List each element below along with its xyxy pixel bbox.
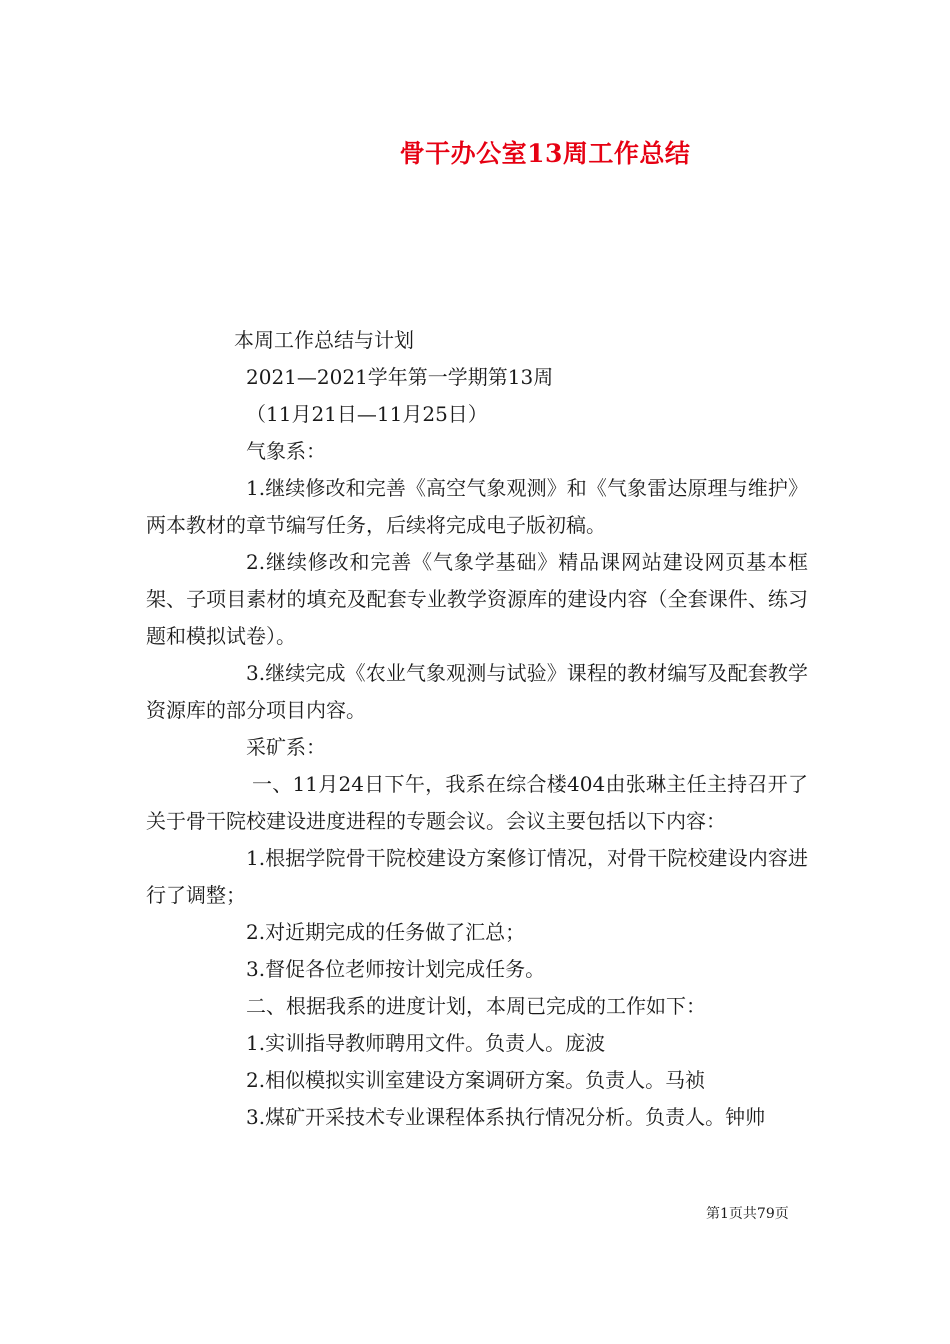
paragraph-item: 2.继续修改和完善《气象学基础》精品课网站建设网页基本框架、子项目素材的填充及配套专业教学资源库的建设内容（全套课件、练习题和模拟试卷）。 (146, 550, 808, 648)
paragraph-item: 3.督促各位老师按计划完成任务。 (246, 957, 546, 981)
paragraph-semester: 2021—2021学年第一学期第13周 (246, 365, 554, 389)
paragraph-item: 1.继续修改和完善《高空气象观测》和《气象雷达原理与维护》两本教材的章节编写任务，后续将完成电子版初稿。 (146, 476, 808, 537)
paragraph-item: 2.相似模拟实训室建设方案调研方案。负责人。马祯 (246, 1068, 706, 1092)
paragraph-item: 3.煤矿开采技术专业课程体系执行情况分析。负责人。钟帅 (246, 1105, 766, 1129)
paragraph-item: 一、11月24日下午，我系在综合楼404由张琳主任主持召开了关于骨干院校建设进度进程的专题会议。会议主要包括以下内容： (146, 772, 808, 833)
paragraph-department-meteorology: 气象系： (246, 439, 326, 463)
paragraph-item: 1.实训指导教师聘用文件。负责人。庞波 (246, 1031, 606, 1055)
paragraph-date-range: （11月21日—11月25日） (246, 402, 488, 426)
paragraph-item: 二、根据我系的进度计划，本周已完成的工作如下： (246, 994, 706, 1018)
paragraph-item: 1.根据学院骨干院校建设方案修订情况，对骨干院校建设内容进行了调整； (146, 846, 808, 907)
document-title: 骨干办公室13周工作总结 (399, 139, 691, 168)
paragraph-item: 3.继续完成《农业气象观测与试验》课程的教材编写及配套教学资源库的部分项目内容。 (146, 661, 808, 722)
page-number: 第1页共79页 (706, 1206, 789, 1222)
paragraph-department-mining: 采矿系： (246, 735, 326, 759)
document-body (146, 322, 808, 1136)
paragraph-heading: 本周工作总结与计划 (234, 328, 414, 352)
paragraph-item: 2.对近期完成的任务做了汇总； (246, 920, 526, 944)
